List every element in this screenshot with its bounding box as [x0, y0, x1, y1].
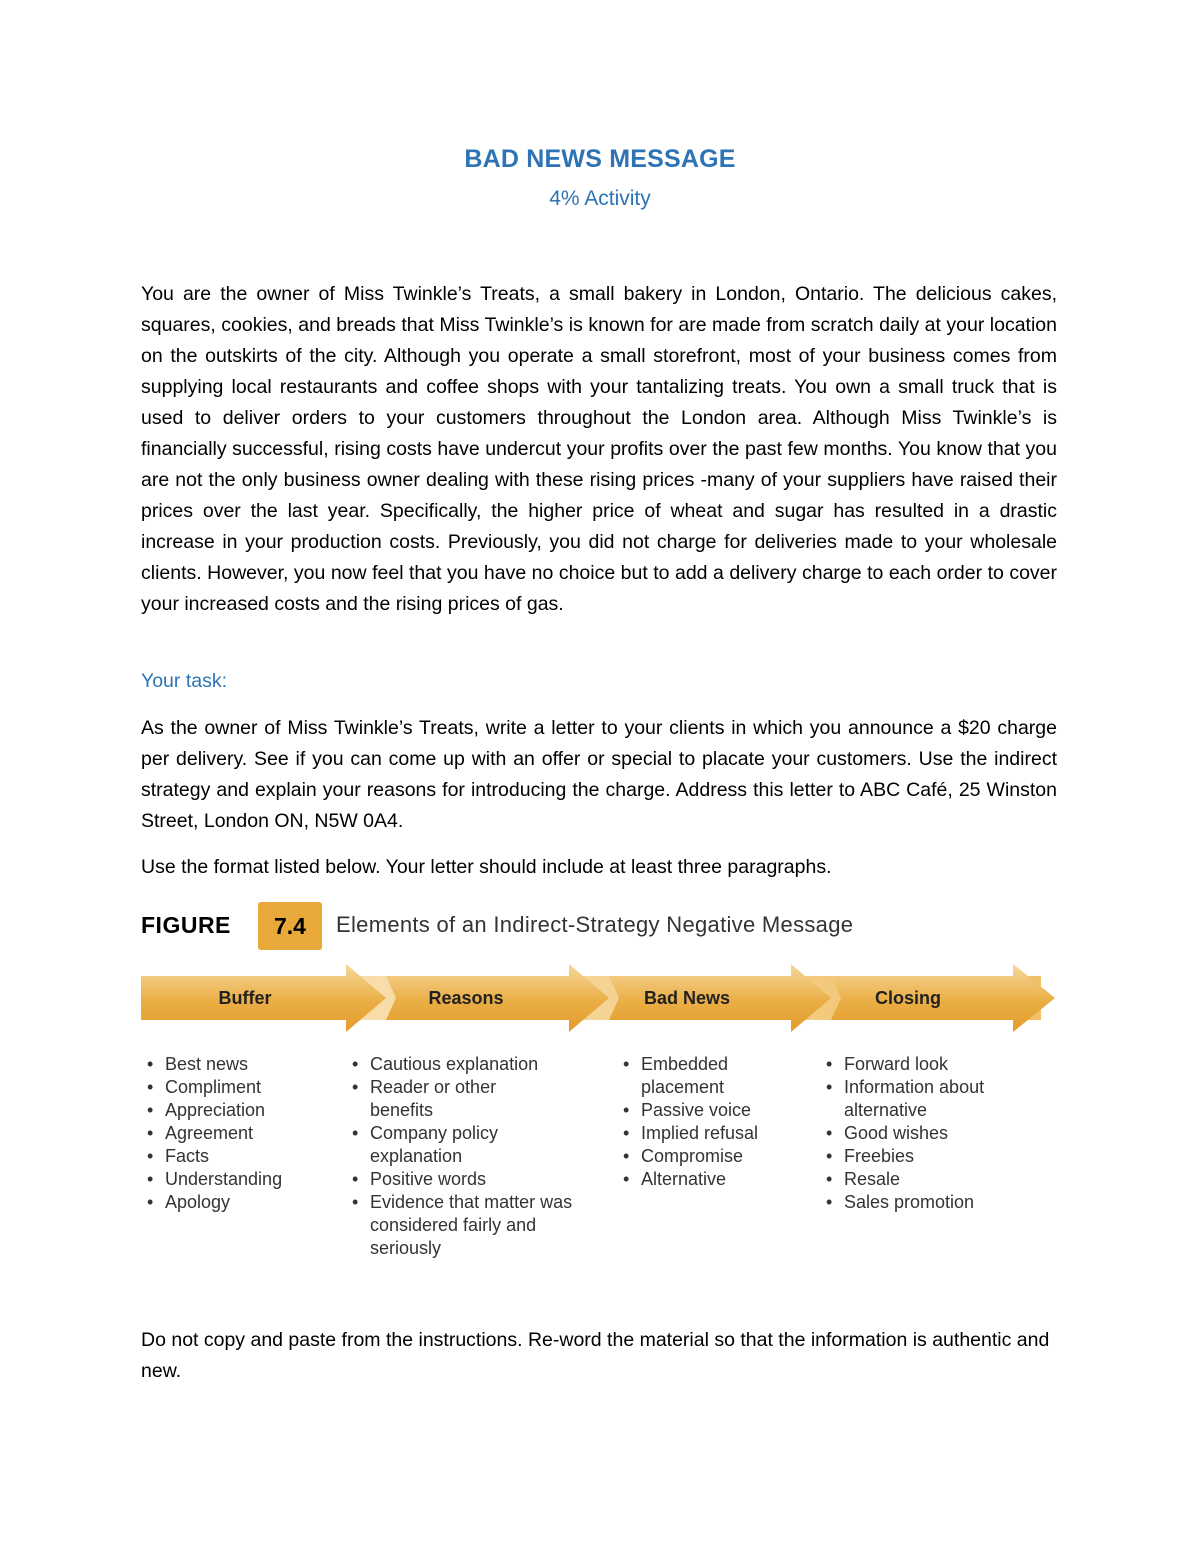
- buffer-list: [141, 1053, 341, 1214]
- page-subtitle: 4% Activity: [549, 187, 651, 210]
- closing-note: Do not copy and paste from the instructions. Re-word the material so that the information is authentic and new.: [141, 1329, 1050, 1382]
- page-title: BAD NEWS MESSAGE: [464, 145, 736, 173]
- intro-paragraph: You are the owner of Miss Twinkle’s Treats, a small bakery in London, Ontario. The delicious cakes, squares, cookies, and breads that Miss Twinkle’s is known for are made from scratch daily at your location on the outskirts of the city. Although you operate a small storefront, most of your business comes from supplying local restaurants and coffee shops with your tantalizing treats. You own a small truck that is used to deliver orders to your customers throughout the London area. Although Miss Twinkle’s is financially successful, rising costs have undercut your profits over the past few months. You know that you are not the only business owner dealing with these rising prices -many of your suppliers have raised their prices over the last year. Specifically, the higher price of wheat and sugar has resulted in a drastic increase in your production costs. Previously, you did not charge for deliveries made to your wholesale clients. However, you now feel that you have no choice but to add a delivery charge to each order to cover your increased costs and the rising prices of gas.: [141, 283, 1057, 615]
- closing-list: [820, 1053, 1050, 1214]
- bad-news-list: [617, 1053, 817, 1191]
- process-arrows: [141, 962, 1061, 1032]
- list-item: • Cautious explanation: [346, 1053, 606, 1076]
- list-item: • Apology: [141, 1191, 341, 1214]
- figure-header: [141, 900, 1041, 952]
- list-item: • Embedded placement: [617, 1053, 761, 1099]
- list-item: • Facts: [141, 1145, 341, 1168]
- list-item: • Evidence that matter was considered fairly and seriously: [346, 1191, 585, 1260]
- task-paragraph: As the owner of Miss Twinkle’s Treats, write a letter to your clients in which you announce a $20 charge per delivery. See if you can come up with an offer or special to placate your customers. Use the indirect strategy and explain your reasons for introducing the charge. Address this letter to ABC Café, 25 Winston Street, London ON, N5W 0A4.: [141, 717, 1057, 832]
- list-item: • Best news: [141, 1053, 341, 1076]
- list-item: • Passive voice: [617, 1099, 817, 1122]
- list-item: • Sales promotion: [820, 1191, 1050, 1214]
- stage-label-buffer: Buffer: [218, 988, 272, 1008]
- list-item: • Implied refusal: [617, 1122, 817, 1145]
- list-item: • Company policy explanation: [346, 1122, 560, 1168]
- reasons-list: [346, 1053, 606, 1260]
- list-item: • Compliment: [141, 1076, 341, 1099]
- figure-number: 7.4: [258, 902, 322, 950]
- list-item: • Compromise: [617, 1145, 817, 1168]
- list-item: • Good wishes: [820, 1122, 1050, 1145]
- figure-label: FIGURE: [141, 912, 231, 938]
- list-item: • Alternative: [617, 1168, 817, 1191]
- list-item: • Resale: [820, 1168, 1050, 1191]
- list-item: • Freebies: [820, 1145, 1050, 1168]
- list-item: • Information about alternative: [820, 1076, 1034, 1122]
- list-item: • Agreement: [141, 1122, 341, 1145]
- list-item: • Reader or other benefits: [346, 1076, 520, 1122]
- arrow-closing: [831, 964, 1055, 1032]
- stage-label-closing: Closing: [875, 988, 941, 1008]
- list-item: • Forward look: [820, 1053, 1050, 1076]
- stage-label-reasons: Reasons: [428, 988, 504, 1008]
- list-item: • Understanding: [141, 1168, 341, 1191]
- format-note: Use the format listed below. Your letter should include at least three paragraphs.: [141, 856, 832, 878]
- stage-label-bad-news: Bad News: [643, 988, 731, 1008]
- list-item: • Appreciation: [141, 1099, 341, 1122]
- task-heading: Your task:: [141, 670, 227, 692]
- list-item: • Positive words: [346, 1168, 606, 1191]
- figure-caption: Elements of an Indirect-Strategy Negative Message: [336, 912, 854, 937]
